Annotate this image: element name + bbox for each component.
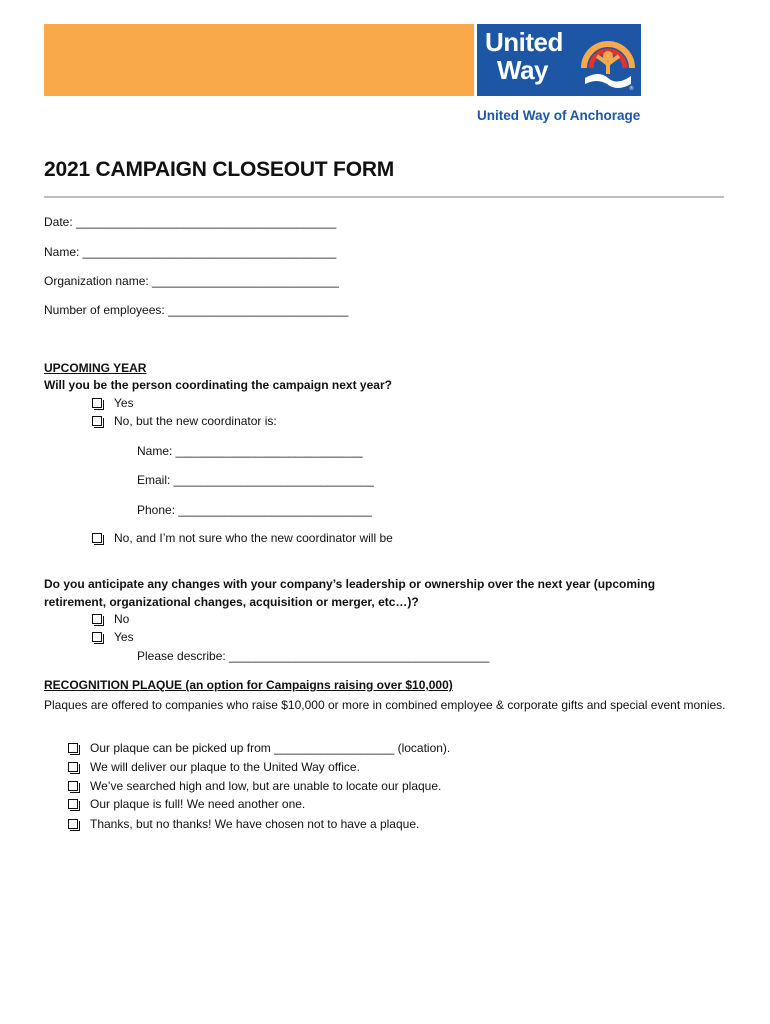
plaque-option-label: Our plaque can be picked up from __________________ (location). [90, 741, 451, 755]
plaque-option-pickup[interactable] [68, 740, 450, 756]
plaque-option-deliver[interactable] [68, 759, 360, 775]
organization-name-field[interactable]: Organization name: ____________________________ [44, 274, 339, 288]
recognition-plaque-heading: RECOGNITION PLAQUE (an option for Campaigns raising over $10,000) [44, 678, 453, 692]
plaque-description: Plaques are offered to companies who raise $10,000 or more in combined employee & corporate gifts and special event monies. [44, 698, 726, 712]
plaque-option-label: We’ve searched high and low, but are unable to locate our plaque. [90, 779, 442, 793]
united-way-emblem-icon [579, 30, 637, 92]
checkbox-icon[interactable] [92, 632, 102, 642]
name-field[interactable]: Name: ______________________________________ [44, 245, 337, 259]
plaque-option-label: Our plaque is full! We need another one. [90, 797, 306, 811]
checkbox-icon[interactable] [68, 762, 78, 772]
checkbox-icon[interactable] [92, 398, 102, 408]
logo-line-2: Way [497, 55, 548, 85]
option-no-new-label: No, but the new coordinator is: [114, 414, 277, 428]
new-coordinator-email-field[interactable]: Email: ______________________________ [137, 473, 374, 487]
checkbox-icon[interactable] [92, 533, 102, 543]
date-field[interactable]: Date: _______________________________________ [44, 215, 337, 229]
plaque-option-full[interactable] [68, 796, 305, 812]
checkbox-icon[interactable] [92, 614, 102, 624]
page-title: 2021 CAMPAIGN CLOSEOUT FORM [44, 158, 395, 181]
changes-yes-label: Yes [114, 630, 134, 644]
changes-option-no[interactable] [92, 611, 129, 627]
logo-line-1: United [485, 27, 563, 57]
coordinator-question: Will you be the person coordinating the campaign next year? [44, 378, 392, 392]
united-way-logo [477, 24, 641, 96]
title-divider [44, 196, 724, 198]
option-yes[interactable] [92, 395, 134, 411]
logo-wordmark [485, 28, 565, 84]
checkbox-icon[interactable] [68, 799, 78, 809]
svg-text:®: ® [629, 86, 634, 92]
plaque-option-lost[interactable] [68, 778, 441, 794]
plaque-option-label: Thanks, but no thanks! We have chosen not to have a plaque. [90, 817, 420, 831]
checkbox-icon[interactable] [68, 781, 78, 791]
checkbox-icon[interactable] [68, 743, 78, 753]
orange-banner [44, 24, 474, 96]
please-describe-field[interactable]: Please describe: _______________________________________ [137, 649, 490, 663]
plaque-option-label: We will deliver our plaque to the United Way office. [90, 760, 360, 774]
new-coordinator-name-field[interactable]: Name: ____________________________ [137, 444, 363, 458]
new-coordinator-phone-field[interactable]: Phone: _____________________________ [137, 503, 372, 517]
checkbox-icon[interactable] [68, 819, 78, 829]
upcoming-year-heading: UPCOMING YEAR [44, 361, 147, 375]
changes-option-yes[interactable] [92, 629, 134, 645]
plaque-option-decline[interactable] [68, 816, 419, 832]
number-of-employees-field[interactable]: Number of employees: ___________________________ [44, 303, 349, 317]
checkbox-icon[interactable] [92, 416, 102, 426]
logo-subtitle: United Way of Anchorage [477, 108, 641, 123]
option-no-new-coordinator[interactable] [92, 413, 277, 429]
option-no-unsure[interactable] [92, 530, 393, 546]
changes-no-label: No [114, 612, 130, 626]
changes-question-line-1: Do you anticipate any changes with your company’s leadership or ownership over the next year (upcoming [44, 577, 656, 591]
changes-question-line-2: retirement, organizational changes, acquisition or merger, etc…)? [44, 595, 419, 609]
option-no-unsure-label: No, and I’m not sure who the new coordinator will be [114, 531, 393, 545]
option-yes-label: Yes [114, 396, 134, 410]
